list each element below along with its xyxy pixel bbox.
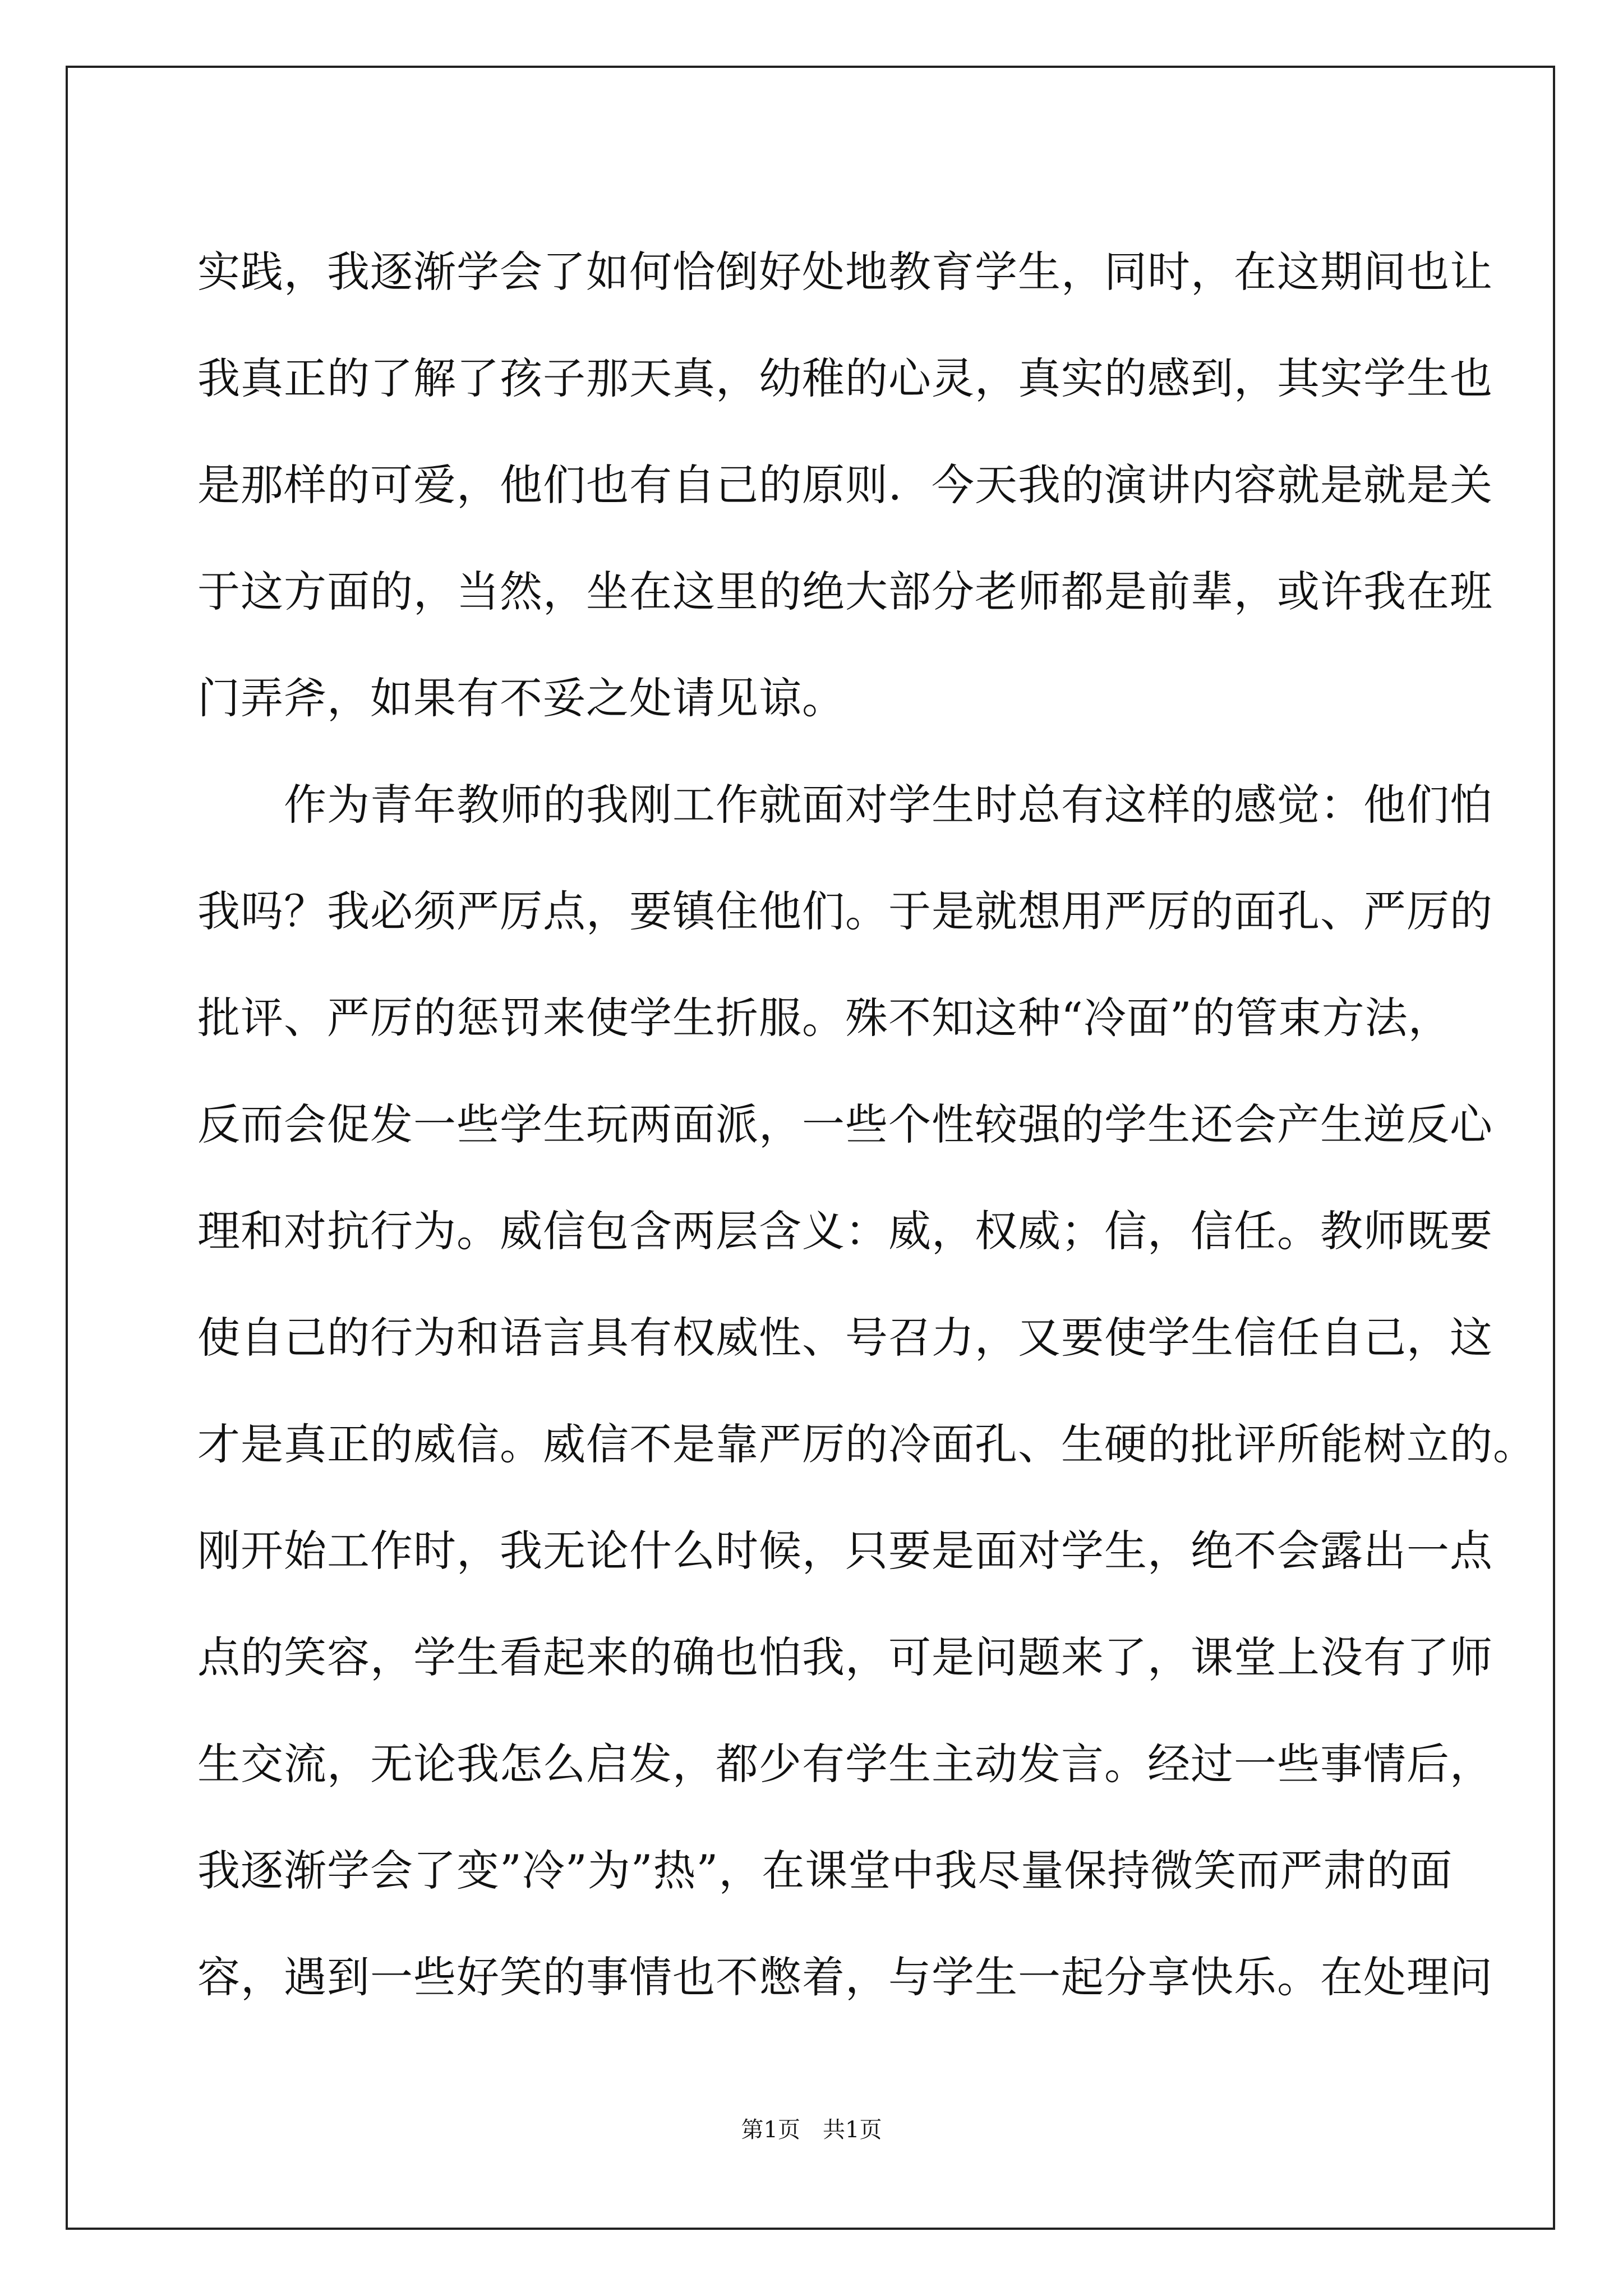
text-line: 才是真正的威信。威信不是靠严厉的冷面孔、生硬的批评所能树立的。 xyxy=(197,1419,1536,1469)
text-line: 我真正的了解了孩子那天真，幼稚的心灵，真实的感到，其实学生也 xyxy=(197,353,1493,403)
text-line: 于这方面的，当然，坐在这里的绝大部分老师都是前辈，或许我在班 xyxy=(197,567,1493,616)
text-line: 我逐渐学会了变”冷”为”热”，在课堂中我尽量保持微笑而严肃的面 xyxy=(197,1846,1453,1895)
text-line: 反而会促发一些学生玩两面派，一些个性较强的学生还会产生逆反心 xyxy=(197,1099,1493,1149)
page-footer: 第1页 共1页 xyxy=(741,2117,882,2143)
text-line: 容，遇到一些好笑的事情也不憋着，与学生一起分享快乐。在处理问 xyxy=(197,1952,1493,2002)
text-line: 使自己的行为和语言具有权威性、号召力，又要使学生信任自己，这 xyxy=(197,1313,1493,1363)
text-line: 门弄斧，如果有不妥之处请见谅。 xyxy=(197,673,845,723)
text-line: 批评、严厉的惩罚来使学生折服。殊不知这种“冷面”的管束方法， xyxy=(197,993,1451,1043)
document-body xyxy=(197,219,1536,2031)
text-line: 刚开始工作时，我无论什么时候，只要是面对学生，绝不会露出一点 xyxy=(197,1526,1493,1576)
text-line: 实践，我逐渐学会了如何恰倒好处地教育学生，同时，在这期间也让 xyxy=(197,247,1493,297)
text-line: 点的笑容，学生看起来的确也怕我，可是问题来了，课堂上没有了师 xyxy=(197,1632,1493,1682)
text-line: 我吗？我必须严厉点，要镇住他们。于是就想用严厉的面孔、严厉的 xyxy=(197,886,1493,936)
text-line: 理和对抗行为。威信包含两层含义：威，权威；信，信任。教师既要 xyxy=(197,1206,1493,1256)
text-line: 生交流，无论我怎么启发，都少有学生主动发言。经过一些事情后， xyxy=(197,1739,1493,1789)
text-line: 作为青年教师的我刚工作就面对学生时总有这样的感觉：他们怕 xyxy=(197,780,1493,830)
text-line: 是那样的可爱，他们也有自己的原则．今天我的演讲内容就是就是关 xyxy=(197,460,1493,510)
